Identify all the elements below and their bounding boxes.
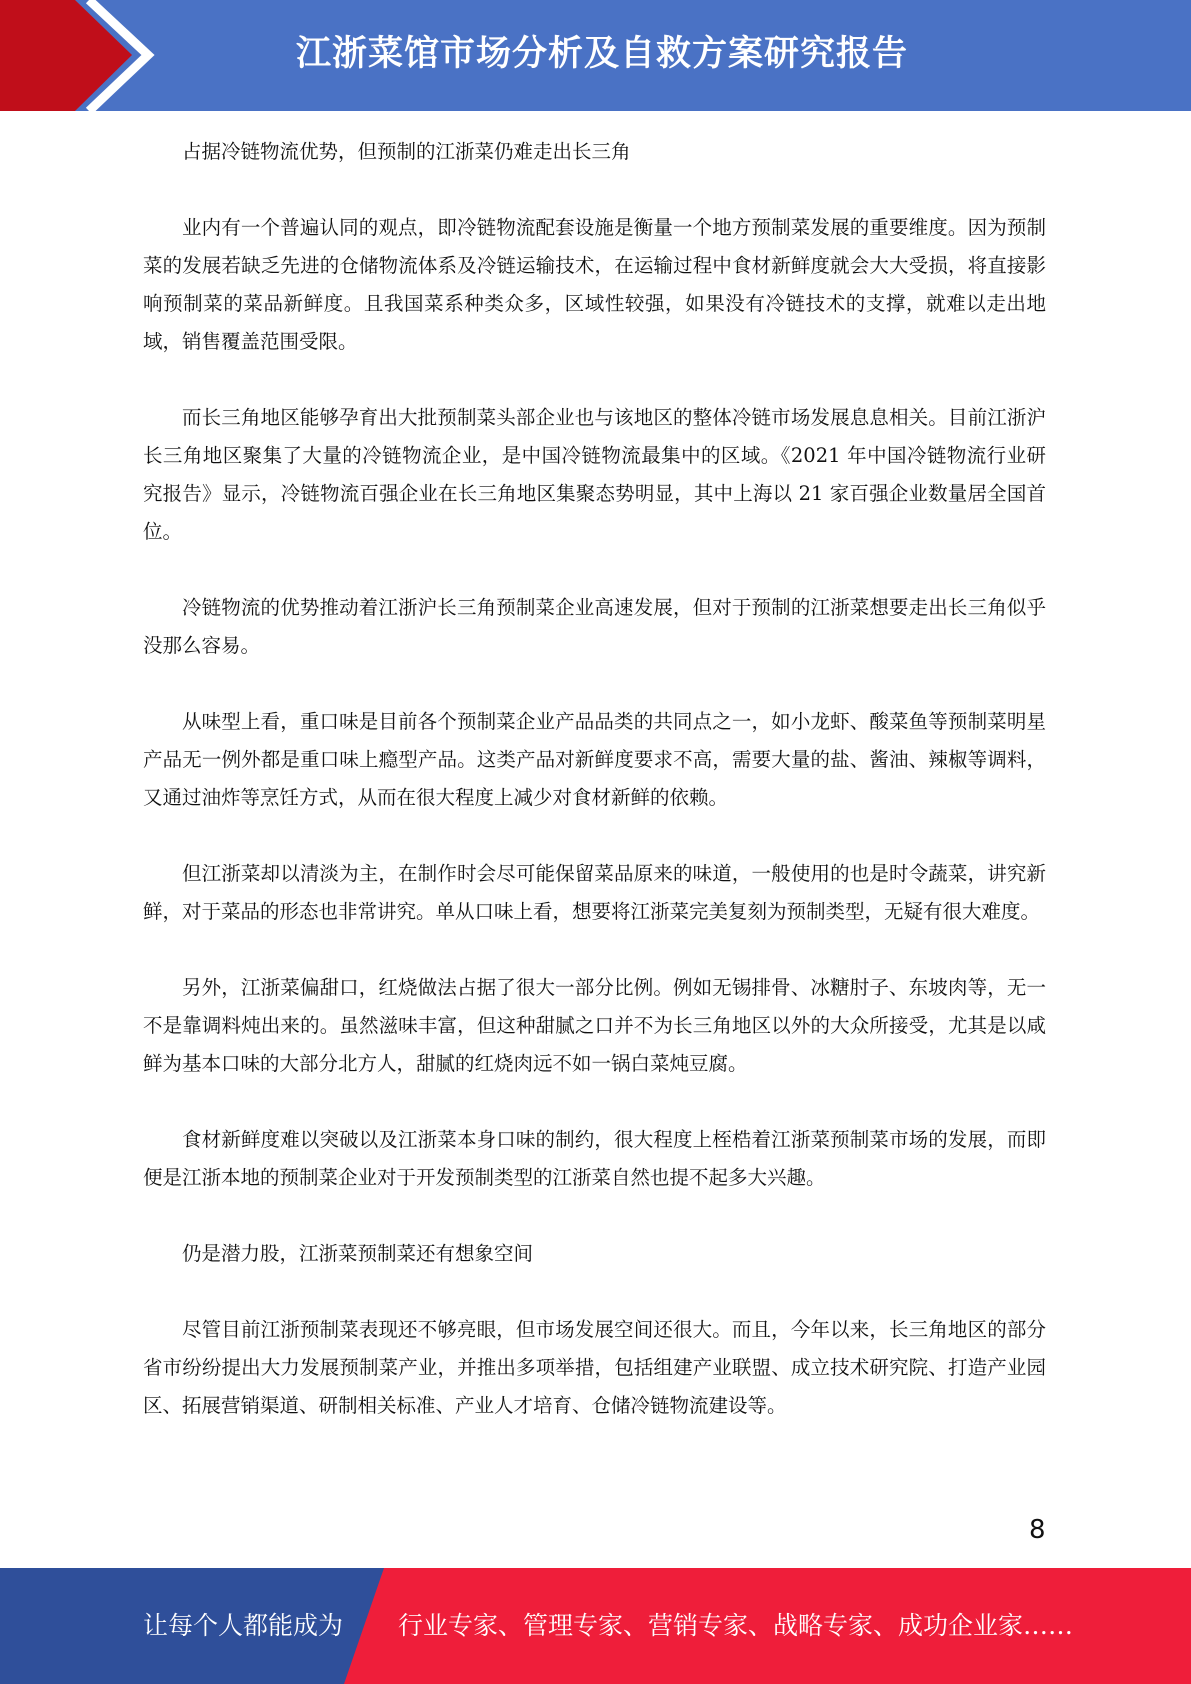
page-number: 8 — [1029, 1515, 1046, 1545]
section-heading: 占据冷链物流优势，但预制的江浙菜仍难走出长三角 — [182, 140, 631, 163]
paragraph: 食材新鲜度难以突破以及江浙菜本身口味的制约，很大程度上桎梏着江浙菜预制菜市场的发展，而即便是江浙本地的预制菜企业对于开发预制类型的江浙菜自然也提不起多大兴趣。 — [143, 1128, 1046, 1189]
footer-slogan-right: 行业专家、管理专家、营销专家、战略专家、成功企业家…… — [398, 1611, 1074, 1640]
paragraph: 从味型上看，重口味是目前各个预制菜企业产品品类的共同点之一，如小龙虾、酸菜鱼等预制菜明星产品无一例外都是重口味上瘾型产品。这类产品对新鲜度要求不高，需要大量的盐、酱油、辣椒等调料，又通过油炸等烹饪方式，从而在很大程度上减少对食材新鲜的依赖。 — [143, 710, 1046, 809]
page-footer — [0, 1568, 1191, 1684]
paragraph: 尽管目前江浙预制菜表现还不够亮眼，但市场发展空间还很大。而且，今年以来，长三角地区的部分省市纷纷提出大力发展预制菜产业，并推出多项举措，包括组建产业联盟、成立技术研究院、打造产业园区、拓展营销渠道、研制相关标准、产业人才培育、仓储冷链物流建设等。 — [143, 1318, 1046, 1417]
paragraph: 另外，江浙菜偏甜口，红烧做法占据了很大一部分比例。例如无锡排骨、冰糖肘子、东坡肉等，无一不是靠调料炖出来的。虽然滋味丰富，但这种甜腻之口并不为长三角地区以外的大众所接受，尤其是以咸鲜为基本口味的大部分北方人，甜腻的红烧肉远不如一锅白菜炖豆腐。 — [143, 976, 1046, 1075]
paragraph: 业内有一个普遍认同的观点，即冷链物流配套设施是衡量一个地方预制菜发展的重要维度。因为预制菜的发展若缺乏先进的仓储物流体系及冷链运输技术，在运输过程中食材新鲜度就会大大受损，将直接影响预制菜的菜品新鲜度。且我国菜系种类众多，区域性较强，如果没有冷链技术的支撑，就难以走出地域，销售覆盖范围受限。 — [143, 216, 1046, 353]
section-heading: 仍是潜力股，江浙菜预制菜还有想象空间 — [182, 1242, 534, 1265]
paragraph: 冷链物流的优势推动着江浙沪长三角预制菜企业高速发展，但对于预制的江浙菜想要走出长三角似乎没那么容易。 — [143, 596, 1046, 657]
footer-slogan-left: 让每个人都能成为 — [143, 1611, 344, 1640]
page-header — [0, 0, 1191, 111]
article-body — [143, 133, 1046, 1463]
report-title: 江浙菜馆市场分析及自救方案研究报告 — [296, 34, 909, 74]
paragraph: 但江浙菜却以清淡为主，在制作时会尽可能保留菜品原来的味道，一般使用的也是时令蔬菜，讲究新鲜，对于菜品的形态也非常讲究。单从口味上看，想要将江浙菜完美复刻为预制类型，无疑有很大难度。 — [143, 862, 1046, 923]
paragraph: 而长三角地区能够孕育出大批预制菜头部企业也与该地区的整体冷链市场发展息息相关。目前江浙沪长三角地区聚集了大量的冷链物流企业，是中国冷链物流最集中的区域。《2021 年中国冷链物流行业研究报告》显示，冷链物流百强企业在长三角地区集聚态势明显，其中上海以 21 家百强企业数量居全国首位。 — [143, 406, 1046, 543]
